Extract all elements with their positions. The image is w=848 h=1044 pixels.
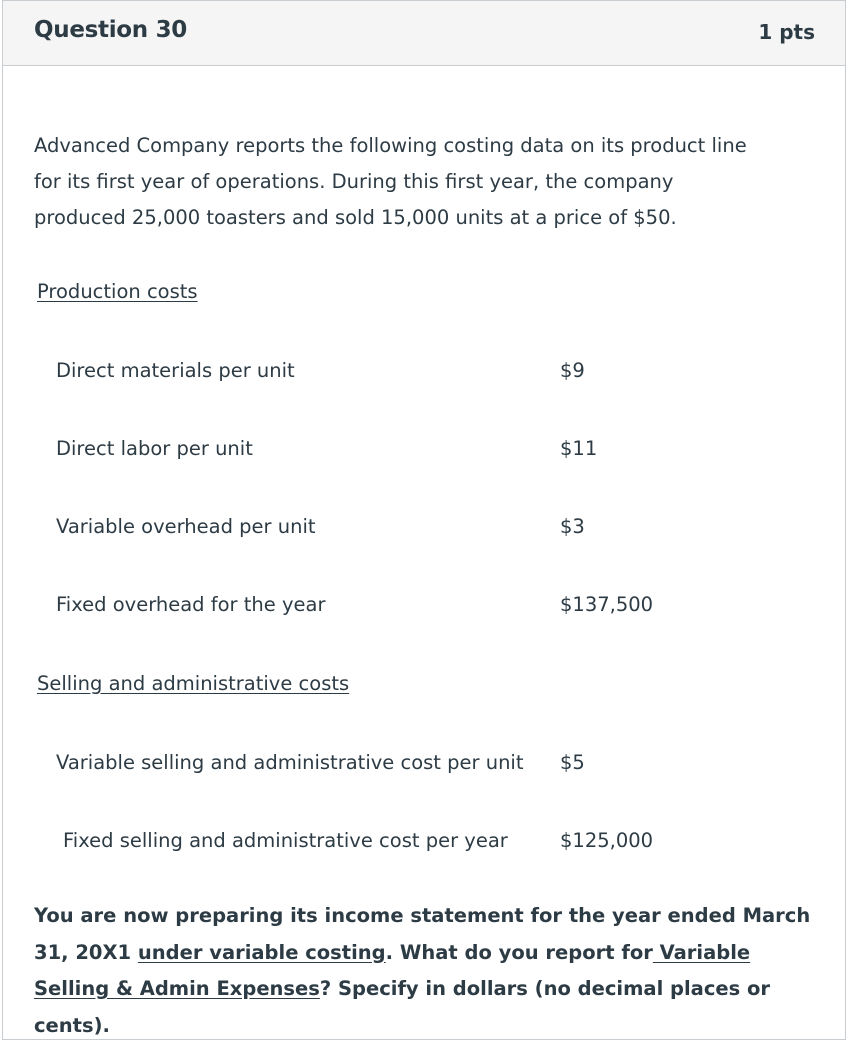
prompt-variable-costing: under variable costing — [137, 940, 386, 964]
question-title: Question 30 — [34, 17, 187, 43]
prompt-part-5: ? Specify in dollars (no decimal places or cents). — [34, 977, 771, 1037]
fixed-selling-value: $125,000 — [560, 829, 654, 852]
direct-materials-label: Direct materials per unit — [56, 359, 295, 382]
fixed-overhead-label: Fixed overhead for the year — [56, 593, 326, 616]
question-card — [2, 0, 846, 1040]
prompt-variable-selling-admin: Variable Selling & Admin Expenses — [34, 940, 751, 1000]
direct-labor-value: $11 — [560, 437, 598, 460]
variable-overhead-value: $3 — [560, 515, 585, 538]
question-header — [3, 1, 845, 66]
fixed-selling-label: Fixed selling and administrative cost per year — [63, 829, 508, 852]
direct-labor-label: Direct labor per unit — [56, 437, 253, 460]
intro-line-1: Advanced Company reports the following costing data on its product line — [34, 134, 747, 157]
prompt-part-3: . What do you report for — [385, 940, 653, 964]
direct-materials-value: $9 — [560, 359, 585, 382]
variable-overhead-label: Variable overhead per unit — [56, 515, 316, 538]
variable-selling-value: $5 — [560, 751, 585, 774]
intro-line-3: produced 25,000 toasters and sold 15,000 units at a price of $50. — [34, 206, 677, 229]
question-prompt — [34, 898, 824, 1044]
prompt-part-1: You are now preparing its income statement for the year ended March 31, 20X1 — [34, 904, 811, 964]
fixed-overhead-value: $137,500 — [560, 593, 654, 616]
selling-admin-heading: Selling and administrative costs — [37, 672, 350, 695]
intro-line-2: for its first year of operations. During this first year, the company — [34, 170, 674, 193]
intro-text — [34, 128, 824, 236]
variable-selling-label: Variable selling and administrative cost per unit — [56, 751, 524, 774]
question-points: 1 pts — [758, 20, 815, 44]
production-costs-heading: Production costs — [37, 280, 198, 303]
